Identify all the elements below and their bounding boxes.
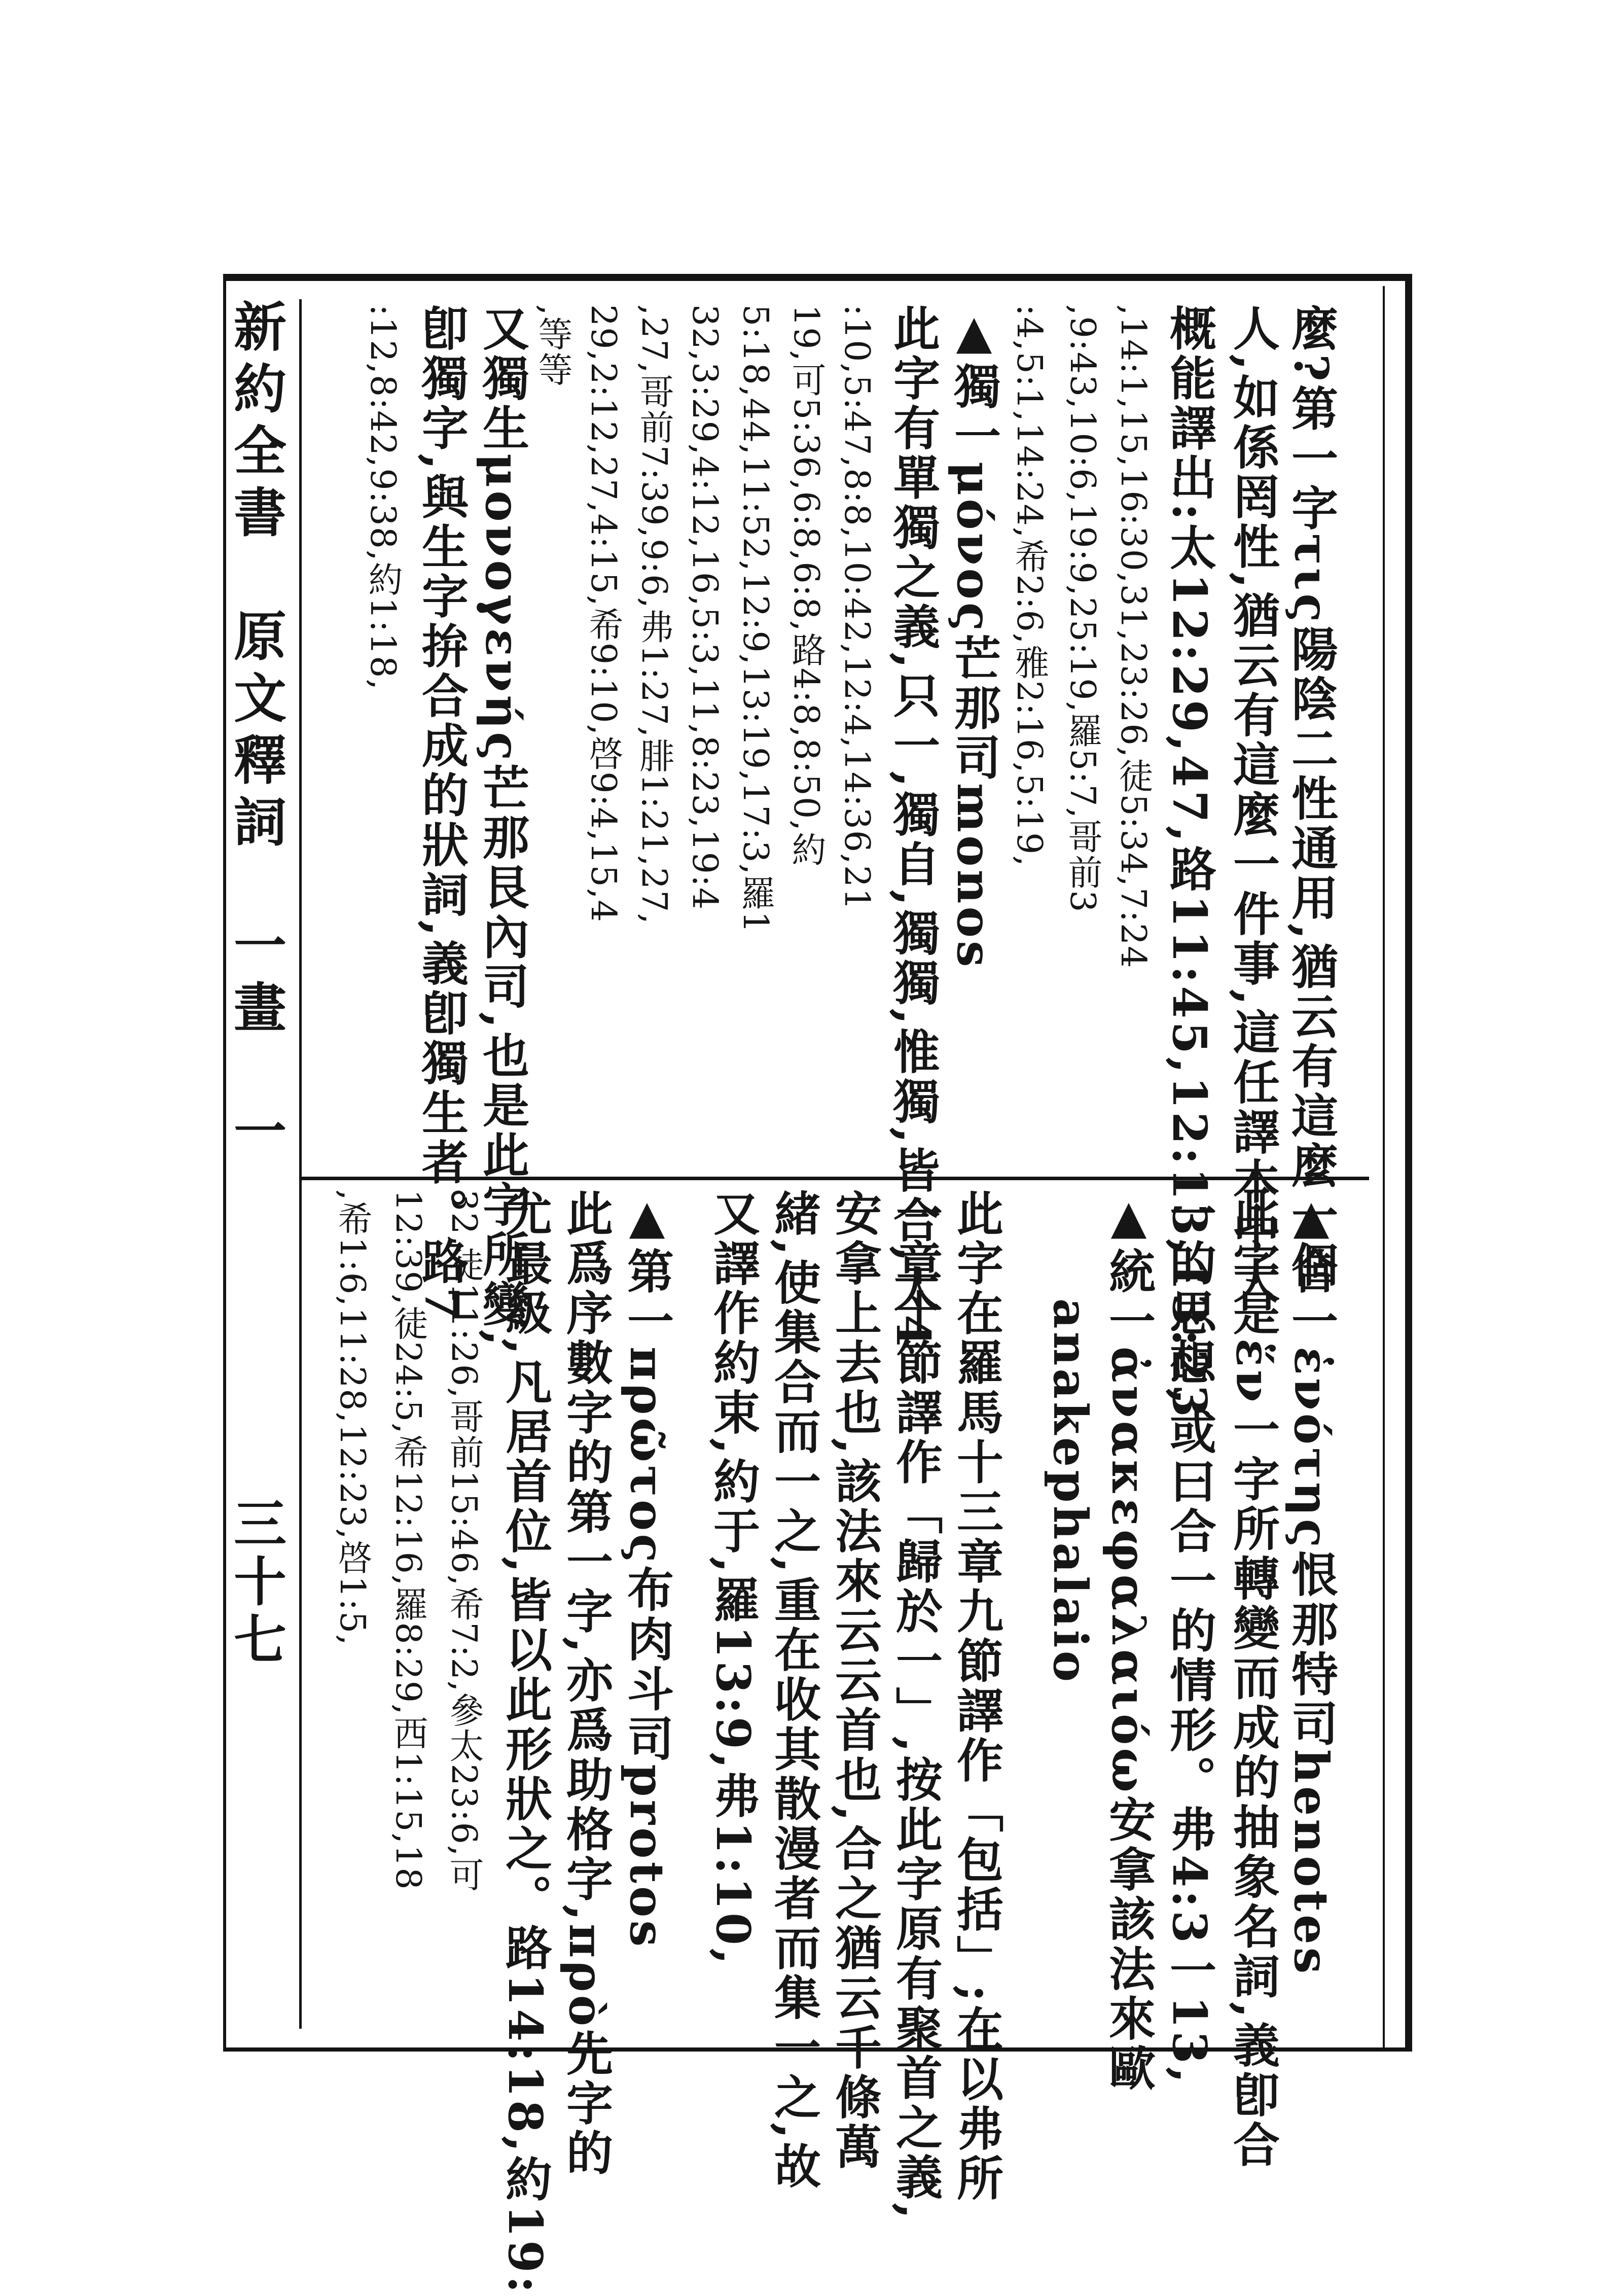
- entry-heading-protos: ▲第一πρῶτος布肉斗司protos: [620, 1189, 674, 1950]
- page-number: 三十七: [225, 1496, 287, 1670]
- lower-col-9: 緒,使集合而一之,重在收其散漫者而集一之,故: [767, 1189, 821, 2192]
- upper-col-13: ,27,哥前7:39,9:6,弗1:27,腓1:21,27,: [634, 304, 674, 925]
- lower-col-3: 一的思想,或曰合一的情形。弗4:3一13,: [1162, 1189, 1217, 2087]
- lower-col-6: 此字在羅馬十三章九節譯作「包括」;在以弗所: [949, 1189, 1004, 2204]
- upper-col-17: 卽獨字,與生字拚合成的狀詞,義卽獨生者。路7: [414, 304, 469, 1323]
- lower-col-12: 此爲序數字的第一字,亦爲助格字,πρὸ先字的: [559, 1189, 614, 2178]
- upper-col-10: 19,可5:36,6:8,6:8,路4:8,8:50,約: [786, 304, 826, 867]
- upper-col-5: ,9:43,10:6,19:9,25:19,羅5:7,哥前3: [1062, 304, 1102, 913]
- lower-col-2: 此字是ἕν一字所轉變而成的抽象名詞,義卽合: [1226, 1189, 1280, 2170]
- lower-col-16: ,希1:6,11:28,12:23,啓1:5,: [332, 1189, 372, 1646]
- lower-col-15: 12:39,徒24:5,希12:16,羅8:29,西1:15,18: [388, 1189, 428, 1891]
- margin-divider: [299, 299, 302, 2029]
- upper-col-9: :10,5:47,8:8,10:42,12:4,14:36,21: [837, 304, 877, 911]
- upper-col-15: ,等等: [532, 304, 572, 387]
- entry-heading-anakephalaio: ▲統一ἀνακεφαλαιόω安拿該法來歐: [1101, 1189, 1156, 2094]
- entry-heading-monos: ▲獨一μόνος芒那司monos: [947, 304, 1001, 970]
- lower-col-14: 32,徒11:26,哥前15:46,希7:2,參太23:6,可: [444, 1189, 484, 1893]
- upper-col-3: 概能譯出:太12:29,47,路11:45,12:13,13:23: [1162, 304, 1217, 1421]
- upper-col-14: 29,2:12,27,4:15,希9:10,啓9:4,15,4: [583, 304, 623, 923]
- lower-col-7: 一章十節譯作「歸於一」,按此字原有聚首之義,: [888, 1189, 943, 2222]
- entry-heading-henotes: ▲合一ἑνότης恨那特司henotes: [1284, 1189, 1339, 1977]
- upper-col-1: 麼?第一字τις陽陰二性通用,猶云有這麼一個: [1284, 304, 1339, 1291]
- lower-col-8: 安拿上去也,該法來云云首也,合之猶云千條萬: [828, 1189, 882, 2173]
- upper-col-6: :4,5:1,14:24,希2:6,雅2:16,5:19,: [1009, 304, 1049, 868]
- upper-col-2: 人,如係罔性,猶云有這麼一件事,這任譯本中大: [1226, 304, 1280, 1307]
- upper-col-16: 又獨生μονογενής芒那艮內司,也是此字所變,: [475, 304, 530, 1349]
- upper-col-4: ,14:1,15,16:30,31,23:26,徒5:34,7:24: [1113, 304, 1153, 969]
- upper-col-11: 5:18,44,11:52,12:9,13:19,17:3,羅1: [735, 304, 775, 934]
- entry-heading-anakephalaio-latin: anakephalaio: [1043, 1298, 1098, 1685]
- upper-col-8: 此字有單獨之義,只一,獨自,獨獨,惟獨,皆合,太4: [886, 304, 941, 1351]
- lower-col-13: 尤最級,凡居首位,皆以此形狀之。路14:18,約19:: [498, 1189, 553, 2296]
- upper-col-12: 32,3:29,4:12,16,5:3,11,8:23,19:4: [685, 304, 725, 911]
- lower-col-10: 又譯作約束,約于,羅13:9,弗1:10,: [706, 1189, 761, 1968]
- upper-col-18: :12,8:42,9:38,約1:18,: [363, 304, 403, 691]
- margin-title: 新約全書 原文釋詞 一畫 一: [225, 299, 287, 1165]
